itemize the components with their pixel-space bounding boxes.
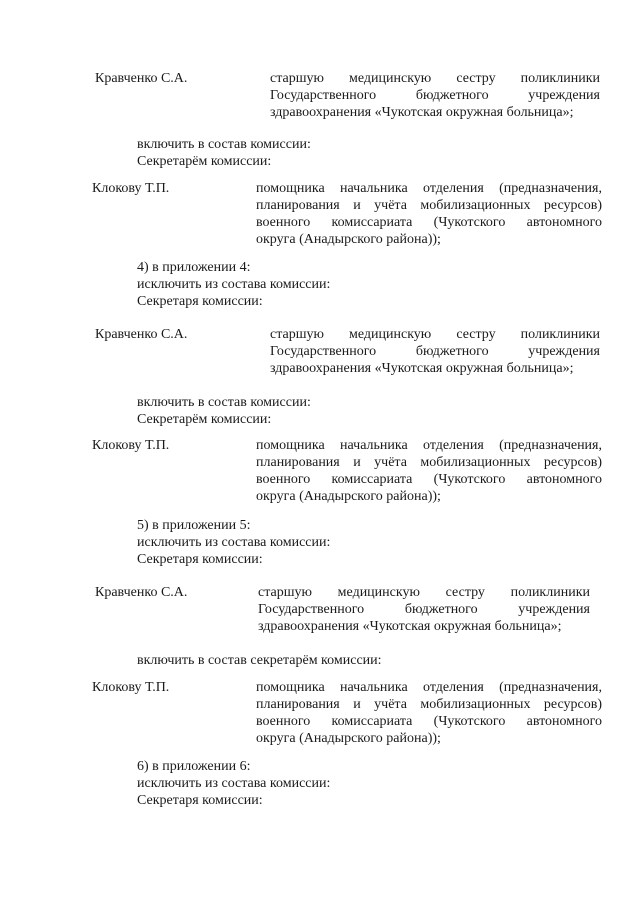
text-line: исключить из состава комиссии:: [137, 277, 331, 292]
description-line: планирования и учёта мобилизационных ресурсов): [256, 455, 602, 470]
description-line: округа (Анадырского района));: [256, 232, 441, 247]
section-label: Секретарём комиссии:: [137, 412, 272, 427]
description-line: планирования и учёта мобилизационных ресурсов): [256, 198, 602, 213]
text-line: включить в состав комиссии:: [137, 395, 311, 410]
description-line: здравоохранения «Чукотская окружная больница»;: [270, 105, 574, 120]
section-label: Секретаря комиссии:: [137, 793, 263, 808]
person-description: [270, 70, 600, 121]
section-label: Секретаря комиссии:: [137, 552, 263, 567]
section-label: Секретарём комиссии:: [137, 154, 272, 169]
person-name: Клокову Т.П.: [92, 181, 170, 196]
description-line: военного комиссариата (Чукотского автономного: [256, 472, 602, 487]
person-description: [256, 180, 602, 248]
description-line: округа (Анадырского района));: [256, 489, 441, 504]
description-line: здравоохранения «Чукотская окружная больница»;: [258, 619, 562, 634]
text-line: исключить из состава комиссии:: [137, 776, 331, 791]
description-line: Государственного бюджетного учреждения: [270, 344, 600, 359]
description-line: старшую медицинскую сестру поликлиники: [270, 327, 600, 342]
appendix-heading: 6) в приложении 6:: [137, 759, 251, 774]
person-name: Клокову Т.П.: [92, 438, 170, 453]
person-description: [256, 437, 602, 505]
description-line: старшую медицинскую сестру поликлиники: [270, 71, 600, 86]
description-line: помощника начальника отделения (предназначения,: [256, 680, 602, 695]
person-name: Кравченко С.А.: [95, 71, 188, 86]
description-line: Государственного бюджетного учреждения: [270, 88, 600, 103]
appendix-heading: 4) в приложении 4:: [137, 260, 251, 275]
person-name: Кравченко С.А.: [95, 585, 188, 600]
appendix-heading: 5) в приложении 5:: [137, 518, 251, 533]
person-description: [270, 326, 600, 377]
description-line: помощника начальника отделения (предназначения,: [256, 181, 602, 196]
text-line: исключить из состава комиссии:: [137, 535, 331, 550]
description-line: округа (Анадырского района));: [256, 731, 441, 746]
person-description: [258, 584, 590, 635]
description-line: здравоохранения «Чукотская окружная больница»;: [270, 361, 574, 376]
person-name: Клокову Т.П.: [92, 680, 170, 695]
text-line: включить в состав секретарём комиссии:: [137, 653, 382, 668]
text-line: включить в состав комиссии:: [137, 137, 311, 152]
description-line: планирования и учёта мобилизационных ресурсов): [256, 697, 602, 712]
section-label: Секретаря комиссии:: [137, 294, 263, 309]
description-line: военного комиссариата (Чукотского автономного: [256, 714, 602, 729]
description-line: старшую медицинскую сестру поликлиники: [258, 585, 590, 600]
person-name: Кравченко С.А.: [95, 327, 188, 342]
person-description: [256, 679, 602, 747]
description-line: помощника начальника отделения (предназначения,: [256, 438, 602, 453]
description-line: военного комиссариата (Чукотского автономного: [256, 215, 602, 230]
description-line: Государственного бюджетного учреждения: [258, 602, 590, 617]
